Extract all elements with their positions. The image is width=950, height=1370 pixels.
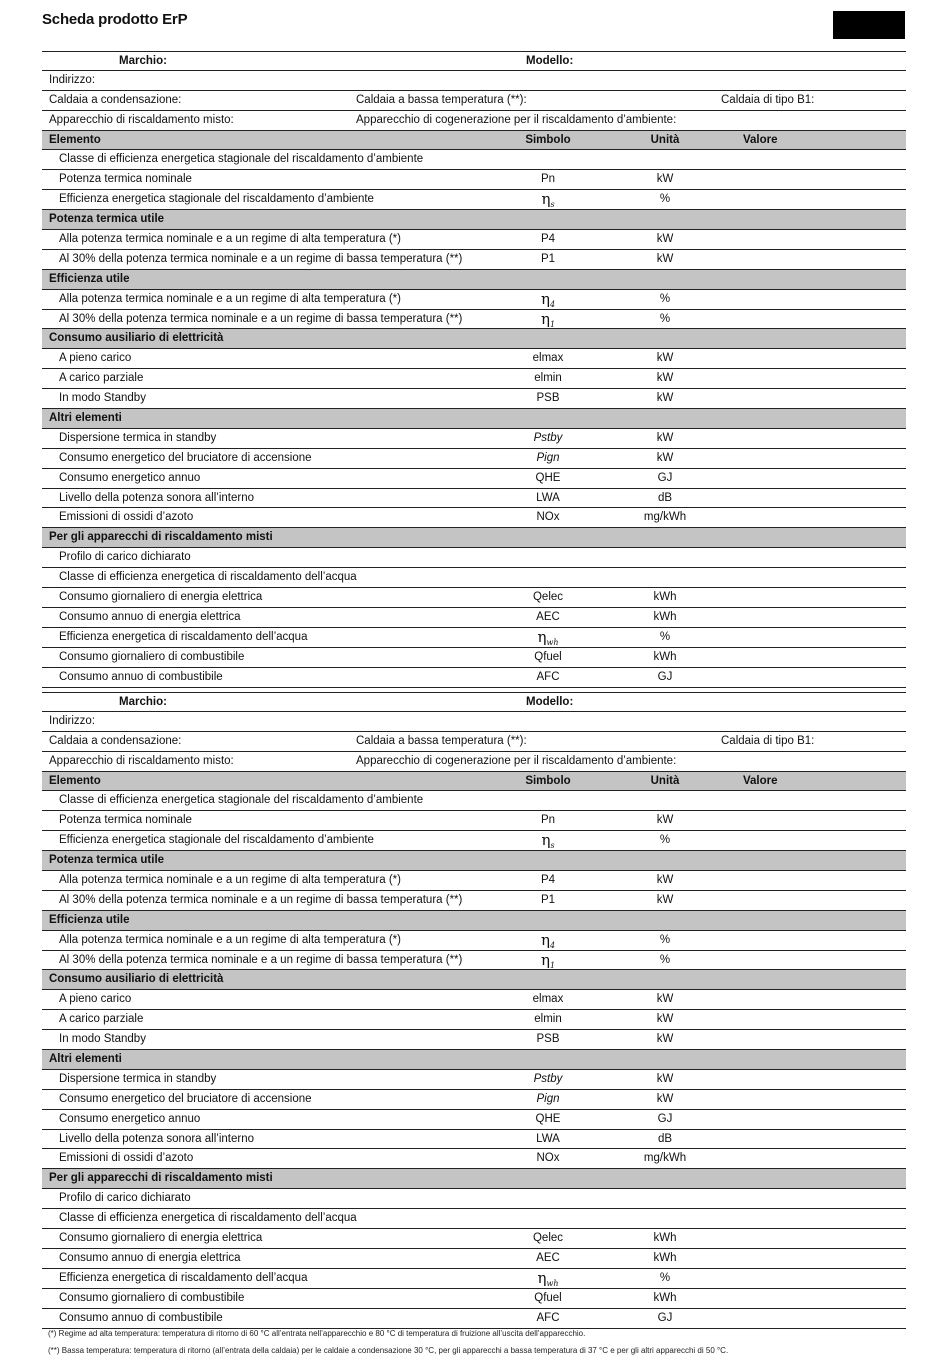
section-header-row xyxy=(42,528,906,548)
eta-glyph: η xyxy=(541,190,551,209)
symbol-text: PSB xyxy=(536,1033,560,1046)
unit-text: kW xyxy=(656,451,674,464)
column-header-row xyxy=(42,131,906,151)
eta-glyph: η xyxy=(537,627,547,646)
eta-subscript: s xyxy=(550,200,555,210)
unit-text: % xyxy=(659,312,671,325)
symbol-text: PSB xyxy=(536,392,560,405)
section-header-row xyxy=(42,210,906,230)
element-label: Al 30% della potenza termica nominale e a un regime di bassa temperatura (**) xyxy=(59,252,463,265)
b1-label: Caldaia di tipo B1: xyxy=(721,93,815,106)
table-row xyxy=(42,429,906,449)
unit-text: kW xyxy=(656,874,674,887)
product-sheet-table-1 xyxy=(42,51,906,688)
col-value-header: Valore xyxy=(743,774,778,787)
unit-text: kW xyxy=(656,431,674,444)
unit-text: kW xyxy=(656,1072,674,1085)
unit-text: kW xyxy=(656,993,674,1006)
element-label: Classe di efficienza energetica di riscaldamento dell’acqua xyxy=(59,571,357,584)
model-label: Modello: xyxy=(526,55,574,67)
unit-text: kWh xyxy=(653,1251,677,1264)
eta-subscript: 4 xyxy=(549,940,556,950)
eta-glyph: η xyxy=(537,1268,547,1287)
element-label: Consumo energetico annuo xyxy=(59,471,201,484)
element-label: Consumo energetico del bruciatore di accensione xyxy=(59,1092,312,1105)
section-title: Efficienza utile xyxy=(49,913,130,926)
table-row xyxy=(42,648,906,668)
eta-glyph: η xyxy=(540,309,550,328)
table-row xyxy=(42,369,906,389)
col-element-header: Elemento xyxy=(49,774,101,787)
brand-label: Marchio: xyxy=(119,55,167,67)
symbol-text: AEC xyxy=(536,610,560,623)
section-header-row xyxy=(42,329,906,349)
element-label: Efficienza energetica stagionale del riscaldamento d’ambiente xyxy=(59,834,374,847)
element-label: Consumo giornaliero di combustibile xyxy=(59,1291,245,1304)
element-label: Potenza termica nominale xyxy=(59,173,192,186)
element-label: Classe di efficienza energetica stagionale del riscaldamento d’ambiente xyxy=(59,153,424,166)
symbol-text: Pn xyxy=(540,173,556,186)
table-row xyxy=(42,628,906,648)
element-label: Consumo giornaliero di energia elettrica xyxy=(59,591,263,604)
unit-text: kWh xyxy=(653,591,677,604)
table-row xyxy=(42,1229,906,1249)
section-title: Potenza termica utile xyxy=(49,213,165,226)
unit-text: dB xyxy=(657,1132,673,1145)
table-row xyxy=(42,508,906,528)
element-label: Consumo annuo di energia elettrica xyxy=(59,610,241,623)
unit-text: kW xyxy=(656,372,674,385)
eta-subscript: s xyxy=(550,841,555,851)
table-row xyxy=(42,1269,906,1289)
eta-subscript: 1 xyxy=(549,319,556,329)
unit-text: mg/kWh xyxy=(643,1152,687,1165)
footnote-low-temp: (**) Bassa temperatura: temperatura di ritorno (all’entrata della caldaia) per le caldaie a condensazione 30 °C, per gli apparecchi a bassa temperatura di 37 °C e per gli altri apparecchi di 50 °C. xyxy=(48,1346,729,1355)
col-symbol-text: Simbolo xyxy=(525,133,571,146)
element-label: Efficienza energetica di riscaldamento dell’acqua xyxy=(59,1271,308,1284)
table-row xyxy=(42,150,906,170)
table-row xyxy=(42,608,906,628)
table-row xyxy=(42,1090,906,1110)
symbol-text: P1 xyxy=(540,252,556,265)
unit-text: kW xyxy=(656,893,674,906)
table-row xyxy=(42,891,906,911)
eta-subscript: 4 xyxy=(549,299,556,309)
table-row xyxy=(42,668,906,688)
table-row xyxy=(42,588,906,608)
table-row xyxy=(42,1249,906,1269)
element-label: A carico parziale xyxy=(59,372,144,385)
unit-text: mg/kWh xyxy=(643,511,687,524)
footnote-high-temp: (*) Regime ad alta temperatura: temperatura di ritorno di 60 °C all’entrata nell’apparecchio e 80 °C di temperatura di fruizione all’uscita dell’apparecchio. xyxy=(48,1329,586,1338)
table-row xyxy=(42,170,906,190)
eta-glyph: η xyxy=(540,289,550,308)
model-label: Modello: xyxy=(526,696,574,708)
unit-text: kW xyxy=(656,352,674,365)
mixed-heater-label: Apparecchio di riscaldamento misto: xyxy=(49,113,234,126)
section-header-row xyxy=(42,409,906,429)
eta-subscript: 1 xyxy=(549,960,556,970)
boiler-type-row xyxy=(42,91,906,111)
symbol-text: AEC xyxy=(536,1251,560,1264)
element-label: A carico parziale xyxy=(59,1013,144,1026)
appliance-type-row xyxy=(42,752,906,772)
appliance-type-row xyxy=(42,111,906,131)
symbol-text: elmax xyxy=(532,352,564,365)
mixed-heater-label: Apparecchio di riscaldamento misto: xyxy=(49,754,234,767)
unit-text: % xyxy=(659,630,671,643)
unit-text: % xyxy=(659,193,671,206)
table-row xyxy=(42,469,906,489)
symbol-text: Qfuel xyxy=(534,650,562,663)
symbol-text: elmin xyxy=(534,372,562,385)
col-unit-text: Unità xyxy=(650,133,680,146)
unit-text: dB xyxy=(657,491,673,504)
table-row xyxy=(42,931,906,951)
condensing-label: Caldaia a condensazione: xyxy=(49,93,182,106)
symbol-text: NOx xyxy=(536,511,560,524)
table-row xyxy=(42,568,906,588)
symbol-text: QHE xyxy=(535,1112,561,1125)
low-temp-label: Caldaia a bassa temperatura (**): xyxy=(356,734,527,747)
element-label: Consumo giornaliero di energia elettrica xyxy=(59,1232,263,1245)
table-row xyxy=(42,349,906,369)
eta-glyph: η xyxy=(540,950,550,969)
table-row xyxy=(42,1189,906,1209)
table-row xyxy=(42,1309,906,1329)
element-label: Livello della potenza sonora all’interno xyxy=(59,491,254,504)
col-value-header: Valore xyxy=(743,133,778,146)
symbol-text: Pign xyxy=(536,1092,560,1105)
eta-glyph: η xyxy=(541,831,551,850)
symbol-text: LWA xyxy=(536,1132,560,1145)
section-title: Per gli apparecchi di riscaldamento misti xyxy=(49,531,273,544)
symbol-text: Pstby xyxy=(533,431,563,444)
element-label: Emissioni di ossidi d’azoto xyxy=(59,1152,194,1165)
element-label: Alla potenza termica nominale e a un regime di alta temperatura (*) xyxy=(59,874,401,887)
element-label: Al 30% della potenza termica nominale e a un regime di bassa temperatura (**) xyxy=(59,893,463,906)
element-label: Al 30% della potenza termica nominale e a un regime di bassa temperatura (**) xyxy=(59,312,463,325)
symbol-text: AFC xyxy=(536,670,560,683)
section-header-row xyxy=(42,1169,906,1189)
element-label: Alla potenza termica nominale e a un regime di alta temperatura (*) xyxy=(59,292,401,305)
element-label: In modo Standby xyxy=(59,1033,146,1046)
table-row xyxy=(42,951,906,971)
table-row xyxy=(42,990,906,1010)
element-label: Emissioni di ossidi d’azoto xyxy=(59,511,194,524)
column-header-row xyxy=(42,772,906,792)
element-label: Efficienza energetica stagionale del riscaldamento d’ambiente xyxy=(59,193,374,206)
table-row xyxy=(42,791,906,811)
unit-text: % xyxy=(659,834,671,847)
brand-model-row xyxy=(42,692,906,712)
unit-text: kW xyxy=(656,252,674,265)
element-label: Classe di efficienza energetica stagionale del riscaldamento d’ambiente xyxy=(59,794,424,807)
element-label: Potenza termica nominale xyxy=(59,814,192,827)
unit-text: kWh xyxy=(653,650,677,663)
address-row xyxy=(42,71,906,91)
element-label: Consumo giornaliero di combustibile xyxy=(59,650,245,663)
symbol-text: elmax xyxy=(532,993,564,1006)
element-label: Alla potenza termica nominale e a un regime di alta temperatura (*) xyxy=(59,933,401,946)
address-label: Indirizzo: xyxy=(49,714,96,727)
element-label: Efficienza energetica di riscaldamento dell’acqua xyxy=(59,630,308,643)
section-title: Per gli apparecchi di riscaldamento misti xyxy=(49,1172,273,1185)
section-title: Consumo ausiliario di elettricità xyxy=(49,332,224,345)
element-label: Dispersione termica in standby xyxy=(59,1072,217,1085)
col-element-header: Elemento xyxy=(49,133,101,146)
section-header-row xyxy=(42,851,906,871)
unit-text: GJ xyxy=(657,471,673,484)
cogeneration-label: Apparecchio di cogenerazione per il riscaldamento d’ambiente: xyxy=(356,754,677,767)
unit-text: kW xyxy=(656,1092,674,1105)
table-row xyxy=(42,1010,906,1030)
section-header-row xyxy=(42,270,906,290)
unit-text: kW xyxy=(656,814,674,827)
symbol-text: P4 xyxy=(540,233,556,246)
unit-text: kW xyxy=(656,233,674,246)
element-label: Consumo energetico del bruciatore di accensione xyxy=(59,451,312,464)
symbol-text: NOx xyxy=(536,1152,560,1165)
section-header-row xyxy=(42,970,906,990)
table-row xyxy=(42,1030,906,1050)
unit-text: kWh xyxy=(653,1232,677,1245)
table-row xyxy=(42,1209,906,1229)
symbol-text: Qelec xyxy=(532,591,564,604)
symbol-text: Pign xyxy=(536,451,560,464)
unit-text: kWh xyxy=(653,1291,677,1304)
col-symbol-text: Simbolo xyxy=(525,774,571,787)
table-row xyxy=(42,389,906,409)
table-row xyxy=(42,831,906,851)
low-temp-label: Caldaia a bassa temperatura (**): xyxy=(356,93,527,106)
unit-text: GJ xyxy=(657,1112,673,1125)
symbol-text: elmin xyxy=(534,1013,562,1026)
table-row xyxy=(42,548,906,568)
table-row xyxy=(42,871,906,891)
element-label: A pieno carico xyxy=(59,993,132,1006)
element-label: Al 30% della potenza termica nominale e a un regime di bassa temperatura (**) xyxy=(59,953,463,966)
section-title: Altri elementi xyxy=(49,1053,122,1066)
unit-text: kW xyxy=(656,392,674,405)
element-label: Classe di efficienza energetica di riscaldamento dell’acqua xyxy=(59,1212,357,1225)
table-row xyxy=(42,190,906,210)
unit-text: kW xyxy=(656,1013,674,1026)
table-row xyxy=(42,310,906,330)
element-label: Livello della potenza sonora all’interno xyxy=(59,1132,254,1145)
condensing-label: Caldaia a condensazione: xyxy=(49,734,182,747)
symbol-text: P4 xyxy=(540,874,556,887)
table-row xyxy=(42,1070,906,1090)
table-row xyxy=(42,449,906,469)
symbol-text: Pstby xyxy=(533,1072,563,1085)
unit-text: % xyxy=(659,953,671,966)
element-label: Profilo di carico dichiarato xyxy=(59,551,191,564)
b1-label: Caldaia di tipo B1: xyxy=(721,734,815,747)
symbol-text: Pn xyxy=(540,814,556,827)
symbol-text: AFC xyxy=(536,1311,560,1324)
page-title: Scheda prodotto ErP xyxy=(42,11,188,28)
element-label: Consumo annuo di energia elettrica xyxy=(59,1251,241,1264)
symbol-text: Qfuel xyxy=(534,1291,562,1304)
symbol-text: LWA xyxy=(536,491,560,504)
section-title: Potenza termica utile xyxy=(49,854,165,867)
address-row xyxy=(42,712,906,732)
symbol-text: P1 xyxy=(540,893,556,906)
unit-text: % xyxy=(659,933,671,946)
element-label: Dispersione termica in standby xyxy=(59,431,217,444)
unit-text: kW xyxy=(656,173,674,186)
table-row xyxy=(42,811,906,831)
table-row xyxy=(42,1149,906,1169)
element-label: Profilo di carico dichiarato xyxy=(59,1192,191,1205)
eta-glyph: η xyxy=(540,930,550,949)
cogeneration-label: Apparecchio di cogenerazione per il riscaldamento d’ambiente: xyxy=(356,113,677,126)
unit-text: kWh xyxy=(653,610,677,623)
eta-subscript: wh xyxy=(546,1278,559,1288)
table-row xyxy=(42,1110,906,1130)
element-label: Consumo annuo di combustibile xyxy=(59,1311,223,1324)
eta-subscript: wh xyxy=(546,637,559,647)
address-label: Indirizzo: xyxy=(49,73,96,86)
product-sheet-table-2 xyxy=(42,692,906,1329)
boiler-type-row xyxy=(42,732,906,752)
element-label: Consumo annuo di combustibile xyxy=(59,670,223,683)
unit-text: % xyxy=(659,1271,671,1284)
section-title: Efficienza utile xyxy=(49,272,130,285)
symbol-text: Qelec xyxy=(532,1232,564,1245)
element-label: Alla potenza termica nominale e a un regime di alta temperatura (*) xyxy=(59,233,401,246)
table-row xyxy=(42,489,906,509)
unit-text: GJ xyxy=(657,1311,673,1324)
element-label: A pieno carico xyxy=(59,352,132,365)
table-row xyxy=(42,250,906,270)
unit-text: GJ xyxy=(657,670,673,683)
unit-text: % xyxy=(659,292,671,305)
section-header-row xyxy=(42,911,906,931)
brand-label: Marchio: xyxy=(119,696,167,708)
unit-text: kW xyxy=(656,1033,674,1046)
col-unit-text: Unità xyxy=(650,774,680,787)
table-row xyxy=(42,290,906,310)
table-row xyxy=(42,1130,906,1150)
section-header-row xyxy=(42,1050,906,1070)
table-row xyxy=(42,230,906,250)
element-label: In modo Standby xyxy=(59,392,146,405)
section-title: Altri elementi xyxy=(49,412,122,425)
section-title: Consumo ausiliario di elettricità xyxy=(49,973,224,986)
table-row xyxy=(42,1289,906,1309)
logo-placeholder-block xyxy=(833,11,905,39)
symbol-text: QHE xyxy=(535,471,561,484)
brand-model-row xyxy=(42,51,906,71)
element-label: Consumo energetico annuo xyxy=(59,1112,201,1125)
